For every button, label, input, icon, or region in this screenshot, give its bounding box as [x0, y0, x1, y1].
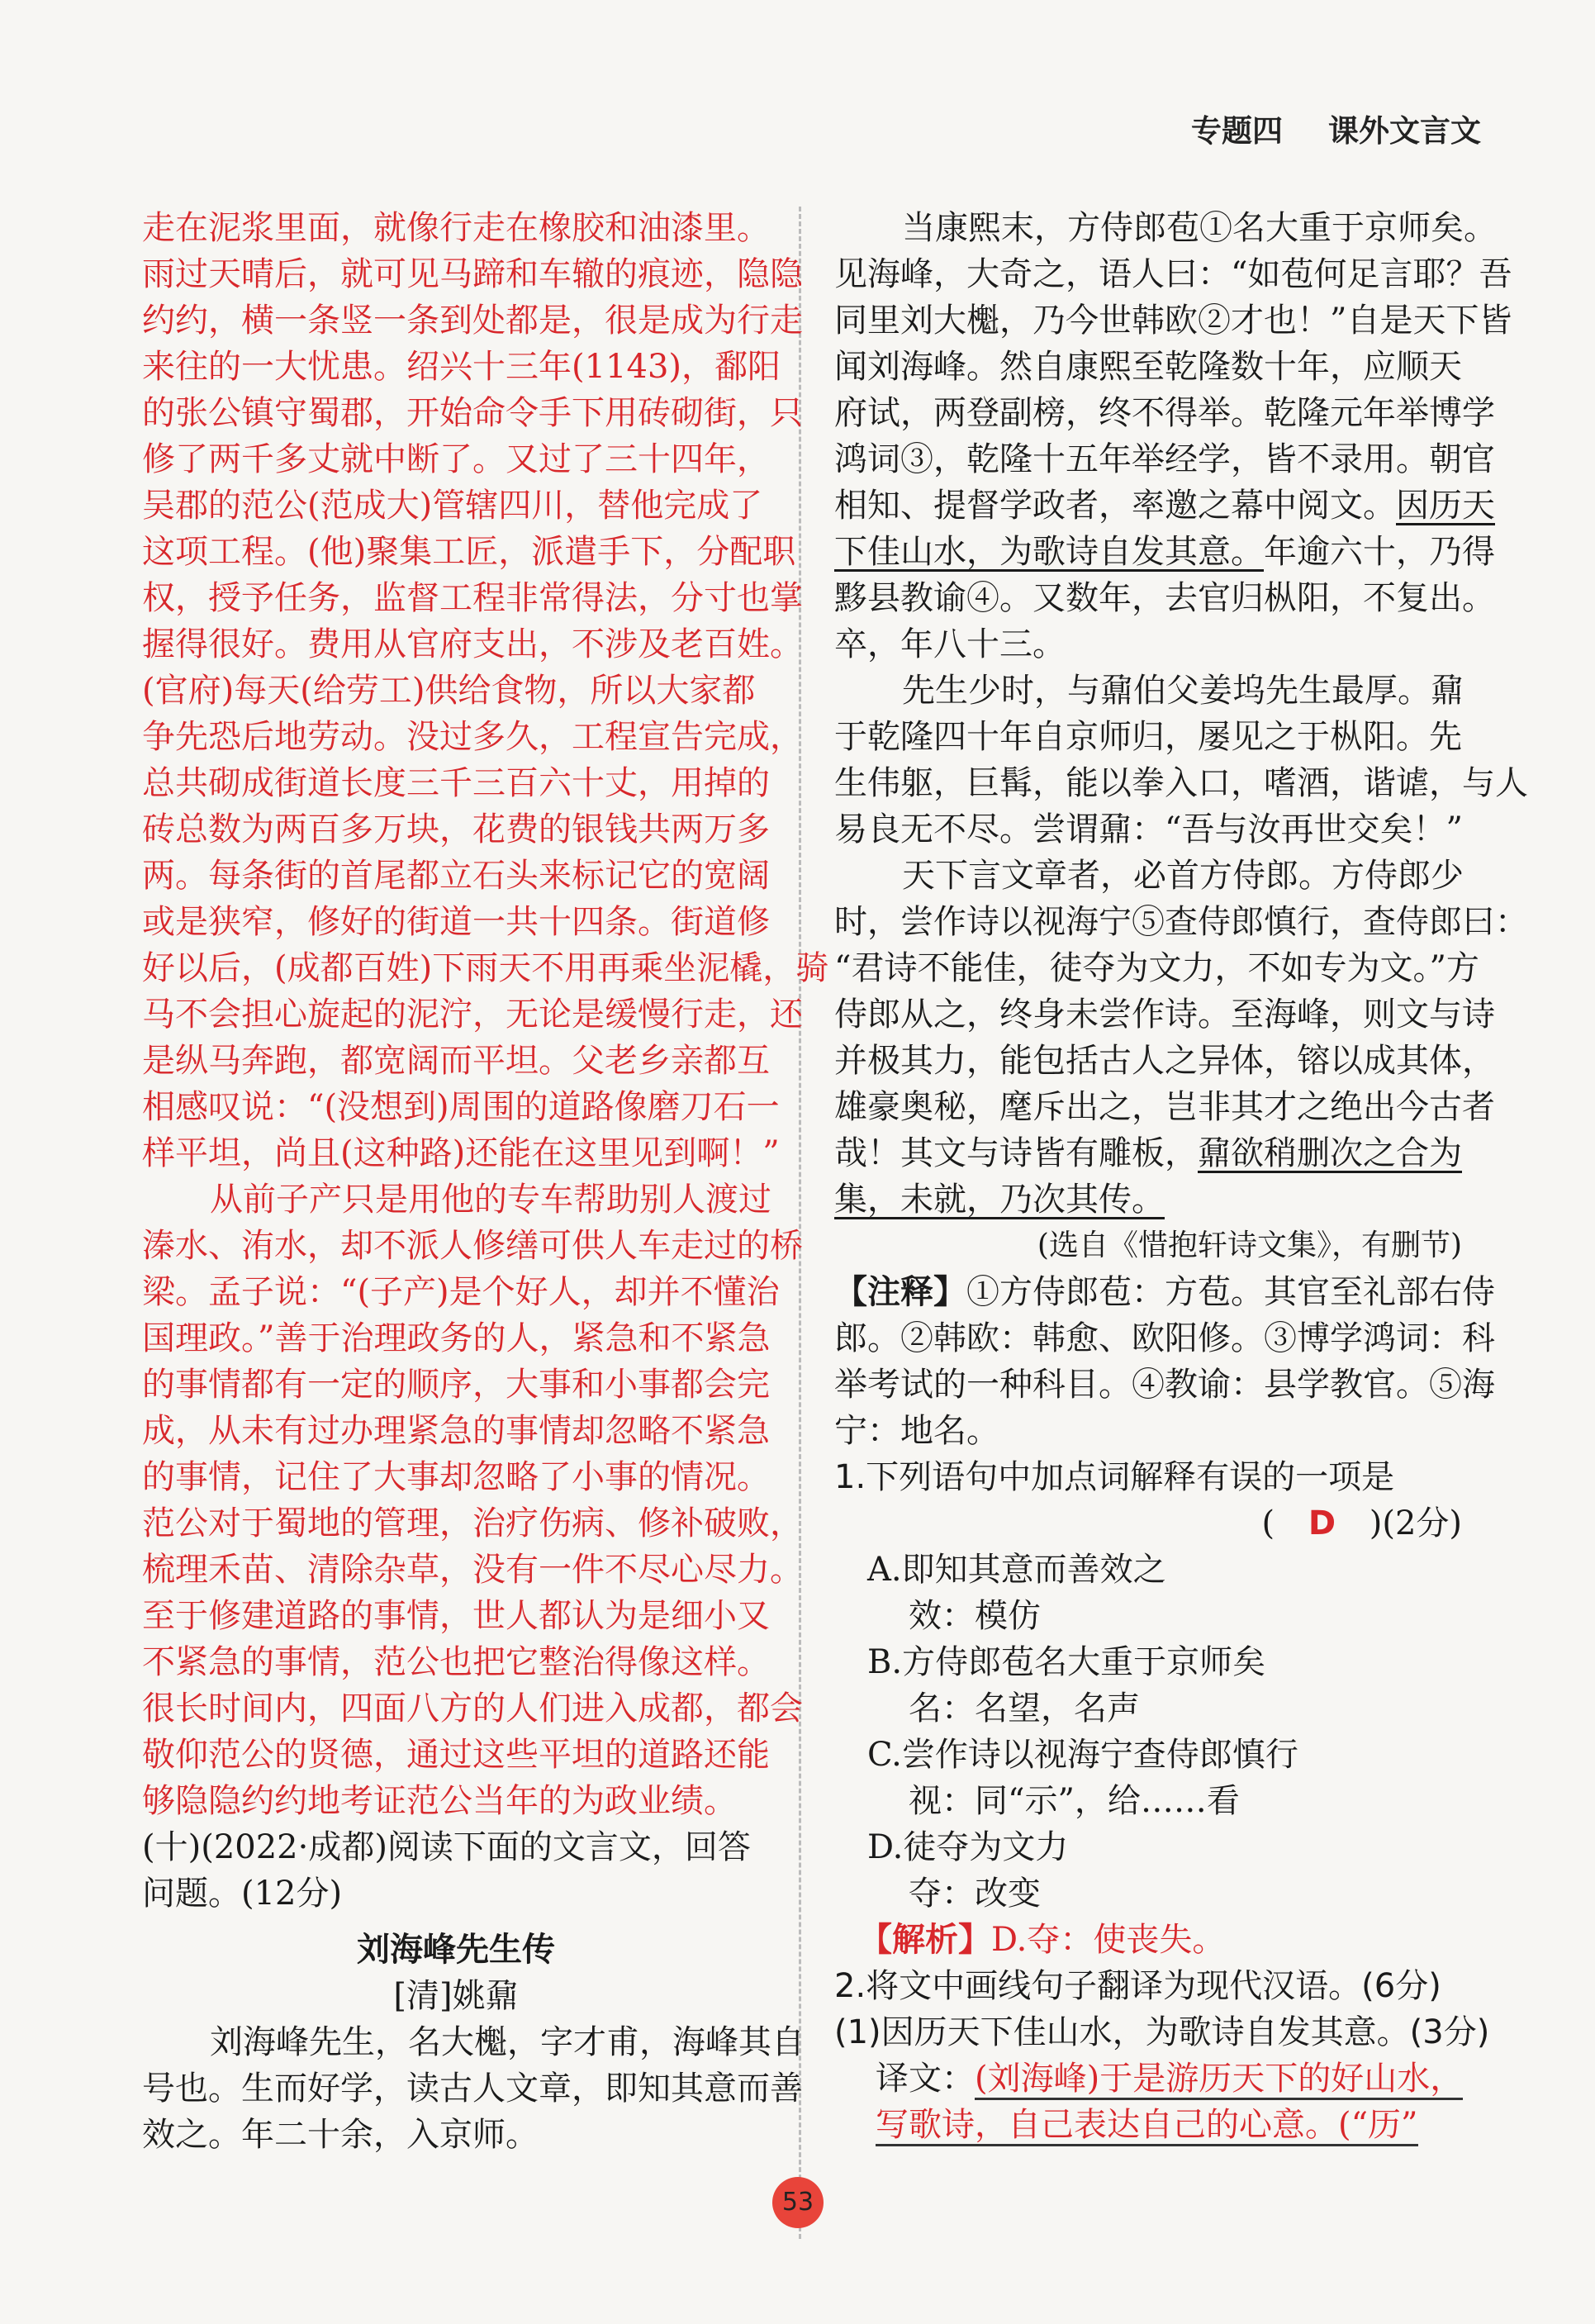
passage-line-underlined-2-end	[834, 1176, 1462, 1223]
option-gloss: 名：名望，名声	[909, 1690, 1140, 1728]
translation-line: 从前子产只是用他的专车帮助别人渡过	[210, 1181, 771, 1219]
passage-line: 侍郎从之，终身未尝作诗。至海峰，则文与诗	[834, 996, 1495, 1034]
note-text: 宁：地名。	[834, 1412, 999, 1450]
underlined-sentence-1b: 下佳山水，为歌诗自发其意。	[834, 533, 1264, 571]
passage-text: 年逾六十，乃得	[1264, 533, 1495, 571]
question-1-analysis	[834, 1917, 1462, 1963]
question-ten-line2: 问题。(12分)	[142, 1875, 343, 1913]
analysis-text: D.夺：使丧失。	[991, 1921, 1226, 1959]
passage-line: 黟县教谕④。又数年，去官归枞阳，不复出。	[834, 579, 1495, 617]
passage-line: 效之。年二十余，入京师。	[142, 2116, 539, 2154]
passage-line: 天下言文章者，必首方侍郎。方侍郎少	[902, 857, 1464, 895]
passage-author: [清]姚鼐	[393, 1977, 519, 2015]
translation-line: 的张公镇守蜀郡，开始命令手下用砖砌街，只	[142, 394, 803, 432]
question-1-stem: 1.下列语句中加点词解释有误的一项是	[834, 1458, 1395, 1496]
translation-line: 很长时间内，四面八方的人们进入成都，都会	[142, 1690, 803, 1728]
underlined-sentence-2a: 鼐欲稍删次之合为	[1198, 1134, 1462, 1172]
question-1-answer-line	[834, 1500, 1462, 1547]
underlined-sentence-1a: 因历天	[1396, 487, 1495, 525]
translation-line: 这项工程。(他)聚集工匠，派遣手下，分配职	[142, 533, 796, 571]
passage-source: (选自《惜抱轩诗文集》，有删节)	[1037, 1229, 1462, 1262]
passage-line: 易良无不尽。尝谓鼐：“吾与汝再世交矣！”	[834, 810, 1463, 848]
passage-line: 闻刘海峰。然自康熙至乾隆数十年，应顺天	[834, 348, 1462, 386]
right-column	[834, 205, 1528, 2148]
translation-line: 相感叹说：“(没想到)周围的道路像磨刀石一	[142, 1088, 780, 1126]
option-gloss: 夺：改变	[909, 1875, 1041, 1913]
note-text: 举考试的一种科目。④教谕：县学教官。⑤海	[834, 1366, 1495, 1404]
passage-line: 生伟躯，巨髯，能以拳入口，嗜酒，谐谑，与人	[834, 764, 1528, 802]
page-number: 53	[772, 2177, 824, 2228]
translation-answer-1	[834, 2055, 1462, 2102]
translation-line: 两。每条街的首尾都立石头来标记它的宽阔	[142, 857, 770, 895]
passage-line: 见海峰，大奇之，语人曰：“如苞何足言耶？吾	[834, 255, 1512, 293]
passage-line: 同里刘大櫆，乃今世韩欧②才也！”自是天下皆	[834, 302, 1512, 340]
translation-line: 国理政。”善于治理政务的人，紧急和不紧急	[142, 1319, 771, 1357]
passage-part-a	[834, 205, 1512, 482]
option-text: A.即知其意而善效之	[867, 1551, 1166, 1589]
passage-text: 哉！其文与诗皆有雕板，	[834, 1134, 1198, 1172]
page-header	[1140, 106, 1487, 155]
question-1-answer: D	[1308, 1504, 1336, 1542]
translation-line: 马不会担心旋起的泥泞，无论是缓慢行走，还	[142, 996, 803, 1034]
passage-line: 当康熙末，方侍郎苞①名大重于京师矣。	[902, 209, 1497, 247]
option-gloss: 效：模仿	[909, 1597, 1041, 1635]
passage-line: 刘海峰先生，名大櫆，字才甫，海峰其自	[210, 2023, 805, 2061]
translation-line: (官府)每天(给劳工)供给食物，所以大家都	[142, 672, 756, 710]
bracket-open: (	[1261, 1504, 1275, 1542]
translation-line: 来往的一大忧患。绍兴十三年(1143)，鄱阳	[142, 348, 781, 386]
translation-line: 好以后，(成都百姓)下雨天不用再乘坐泥橇，骑	[142, 949, 829, 987]
option-text: C.尝作诗以视海宁查侍郎慎行	[867, 1736, 1298, 1774]
question-1-score: )(2分)	[1369, 1504, 1462, 1542]
translation-text: 写歌诗，自己表达自己的心意。(“历”	[876, 2106, 1418, 2146]
translation-line: 总共砌成街道长度三千三百六十丈，用掉的	[142, 764, 770, 802]
passage-line-underlined-start	[834, 482, 1495, 529]
passage-line: 号也。生而好学，读古人文章，即知其意而善	[142, 2070, 803, 2108]
translation-line: 走在泥浆里面，就像行走在橡胶和油漆里。	[142, 209, 770, 247]
passage-line: 卒，年八十三。	[834, 625, 1066, 663]
translation-line: 或是狭窄，修好的街道一共十四条。街道修	[142, 903, 770, 941]
note-text: ①方侍郎苞：方苞。其官至礼部右侍	[966, 1273, 1495, 1311]
passage-line-underlined-end	[834, 529, 1495, 575]
translation-line: 雨过天晴后，就可见马蹄和车辙的痕迹，隐隐	[142, 255, 803, 293]
passage-line: 于乾隆四十年自京师归，屡见之于枞阳。先	[834, 718, 1462, 756]
analysis-tag: 【解析】	[859, 1921, 991, 1959]
translation-line: 梳理禾苗、清除杂草，没有一件不尽心尽力。	[142, 1551, 803, 1589]
passage-part-b	[834, 575, 1528, 1130]
translation-line: 范公对于蜀地的管理，治疗伤病、修补破败，	[142, 1504, 803, 1542]
translation-line: 不紧急的事情，范公也把它整治得像这样。	[142, 1643, 770, 1681]
passage-line: 先生少时，与鼐伯父姜坞先生最厚。鼐	[902, 672, 1464, 710]
translation-line: 争先恐后地劳动。没过多久，工程宣告完成，	[142, 718, 803, 756]
passage-start	[142, 2019, 805, 2158]
translation-line: 砖总数为两百多万块，花费的银钱共两万多	[142, 810, 770, 848]
translation-label: 译文：	[876, 2060, 975, 2098]
option-text: B.方侍郎苞名大重于京师矣	[867, 1643, 1266, 1681]
underlined-sentence-2b: 集，未就，乃次其传。	[834, 1181, 1165, 1219]
translation-line: 权，授予任务，监督工程非常得法，分寸也掌	[142, 579, 803, 617]
translation-text	[142, 205, 829, 1824]
translation-line: 的事情都有一定的顺序，大事和小事都会完	[142, 1366, 770, 1404]
translation-line: 握得很好。费用从官府支出，不涉及老百姓。	[142, 625, 803, 663]
section-title: 课外文言文	[1328, 113, 1481, 149]
translation-line: 溱水、洧水，却不派人修缮可供人车走过的桥	[142, 1227, 803, 1265]
passage-title: 刘海峰先生传	[357, 1931, 555, 1969]
column-divider	[799, 207, 801, 2239]
translation-line: 样平坦，尚且(这种路)还能在这里见到啊！”	[142, 1134, 780, 1172]
translation-line: 至于修建道路的事情，世人都认为是细小又	[142, 1597, 770, 1635]
translation-line: 成，从未有过办理紧急的事情却忽略不紧急	[142, 1412, 770, 1450]
translation-line: 够隐隐约约地考证范公当年的为政业绩。	[142, 1782, 737, 1820]
translation-line: 是纵马奔跑，都宽阔而平坦。父老乡亲都互	[142, 1042, 770, 1080]
passage-line: 府试，两登副榜，终不得举。乾隆元年举博学	[834, 394, 1495, 432]
option-gloss: 视：同“示”，给……看	[909, 1782, 1240, 1820]
translation-text: (刘海峰)于是游历天下的好山水，	[975, 2060, 1463, 2100]
translation-line: 梁。孟子说：“(子产)是个好人，却并不懂治	[142, 1273, 780, 1311]
translation-line: 吴郡的范公(范成大)管辖四川，替他完成了	[142, 487, 763, 525]
passage-text: 相知、提督学政者，率邀之幕中阅文。	[834, 487, 1396, 525]
translation-line: 的事情，记住了大事却忽略了小事的情况。	[142, 1458, 770, 1496]
passage-line: 鸿词③，乾隆十五年举经学，皆不录用。朝官	[834, 440, 1495, 478]
notes-tag: 【注释】	[834, 1273, 966, 1311]
section-label: 专题四	[1191, 113, 1283, 149]
translation-line: 约约，横一条竖一条到处都是，很是成为行走	[142, 302, 803, 340]
translation-line: 敬仰范公的贤德，通过这些平坦的道路还能	[142, 1736, 770, 1774]
question-1-options	[834, 1547, 1462, 1917]
passage-line: 雄豪奥秘，麾斥出之，岂非其才之绝出今古者	[834, 1088, 1495, 1126]
passage-line-underlined-2	[834, 1130, 1462, 1176]
notes-line-1	[834, 1269, 1495, 1315]
note-text: 郎。②韩欧：韩愈、欧阳修。③博学鸿词：科	[834, 1319, 1495, 1357]
option-text: D.徒夺为文力	[867, 1828, 1069, 1866]
translation-line: 修了两千多丈就中断了。又过了三十四年，	[142, 440, 770, 478]
passage-line: 时，尝作诗以视海宁⑤查侍郎慎行，查侍郎曰：	[834, 903, 1528, 941]
passage-line: 并极其力，能包括古人之异体，镕以成其体，	[834, 1042, 1495, 1080]
question-ten-line1: (十)(2022·成都)阅读下面的文言文，回答	[142, 1828, 751, 1866]
question-2-stem: 2.将文中画线句子翻译为现代汉语。(6分)	[834, 1967, 1441, 2005]
translation-answer-2	[834, 2102, 1462, 2148]
left-column	[142, 205, 829, 2158]
passage-line: “君诗不能佳，徒夺为文力，不如专为文。”方	[834, 949, 1479, 987]
question-2-sub1: (1)因历天下佳山水，为歌诗自发其意。(3分)	[834, 2013, 1490, 2051]
